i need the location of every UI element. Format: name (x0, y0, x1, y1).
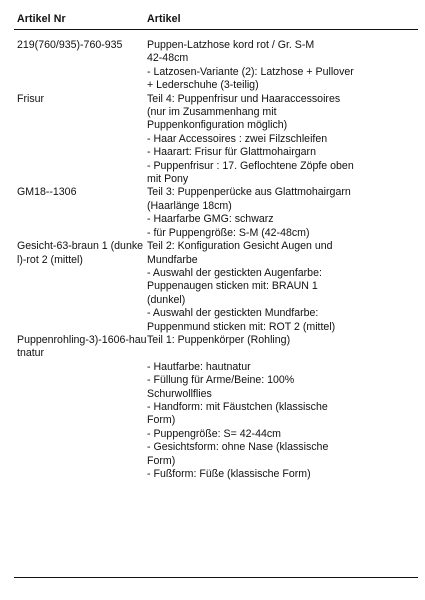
description-line: - Haar Accessoires : zwei Filzschleifen (147, 132, 328, 145)
article-number-cell: Puppenrohling-3)-1606-hautnatur (17, 333, 147, 360)
order-table (14, 8, 418, 481)
description-line: Teil 4: Puppenfrisur und Haaraccessoires (147, 92, 341, 105)
table-body (14, 30, 418, 481)
header-article: Artikel (147, 13, 181, 25)
description-line: Teil 2: Konfiguration Gesicht Augen und (147, 240, 333, 253)
description-line: Form) (147, 414, 176, 427)
description-line: Puppenaugen sticken mit: BRAUN 1 (147, 280, 318, 293)
table-row (14, 39, 418, 93)
description-line: 42-48cm (147, 52, 189, 65)
description-line (147, 347, 414, 360)
description-line: Teil 3: Puppenperücke aus Glattmohairgarn (147, 186, 351, 199)
description-line: - Haarfarbe GMG: schwarz (147, 213, 274, 226)
description-line: (Haarlänge 18cm) (147, 199, 232, 212)
article-number-cell: Frisur (17, 92, 45, 105)
article-number-cell: GM18--1306 (17, 186, 77, 199)
article-description-cell (147, 186, 418, 240)
article-number-cell: Gesicht-63-braun 1 (dunkel)-rot 2 (mittel) (17, 240, 144, 266)
description-line: Mundfarbe (147, 253, 198, 266)
description-line: (nur im Zusammenhang mit (147, 106, 277, 119)
description-line: Puppen-Latzhose kord rot / Gr. S-M (147, 39, 315, 51)
article-number-cell: 219(760/935)-760-935 (17, 39, 123, 51)
description-line: - Gesichtsform: ohne Nase (klassische (147, 441, 329, 454)
table-row (14, 334, 418, 481)
description-line: - für Puppengröße: S-M (42-48cm) (147, 226, 310, 239)
description-line: - Puppengröße: S= 42-44cm (147, 427, 281, 440)
table-bottom-rule (14, 577, 418, 578)
description-line: - Puppenfrisur : 17. Geflochtene Zöpfe oben (147, 159, 354, 172)
table-row (14, 240, 418, 334)
description-line: - Latzosen-Variante (2): Latzhose + Pullover (147, 65, 354, 78)
description-line: Teil 1: Puppenkörper (Rohling) (147, 333, 291, 346)
description-line: Puppenmund sticken mit: ROT 2 (mittel) (147, 320, 336, 333)
article-description-cell (147, 93, 418, 187)
description-line: - Fußform: Füße (klassische Form) (147, 467, 311, 480)
description-line: Form) (147, 454, 176, 467)
article-description-cell (147, 334, 418, 481)
description-line: - Auswahl der gestickten Mundfarbe: (147, 307, 319, 320)
description-line: - Auswahl der gestickten Augenfarbe: (147, 266, 322, 279)
description-line: + Lederschuhe (3-teilig) (147, 79, 259, 92)
description-line: (dunkel) (147, 293, 186, 306)
description-line: - Handform: mit Fäustchen (klassische (147, 400, 328, 413)
description-line: - Füllung für Arme/Beine: 100% (147, 374, 295, 387)
article-description-cell (147, 240, 418, 334)
table-header (14, 8, 418, 30)
article-description-cell (147, 39, 418, 93)
header-article-no: Artikel Nr (17, 13, 66, 25)
table-row (14, 186, 418, 240)
description-line: mit Pony (147, 173, 189, 186)
description-line: Puppenkonfiguration möglich) (147, 119, 288, 132)
table-row (14, 93, 418, 187)
description-line: - Hautfarbe: hautnatur (147, 360, 251, 373)
description-line: Schurwollflies (147, 387, 212, 400)
description-line: - Haarart: Frisur für Glattmohairgarn (147, 146, 316, 159)
